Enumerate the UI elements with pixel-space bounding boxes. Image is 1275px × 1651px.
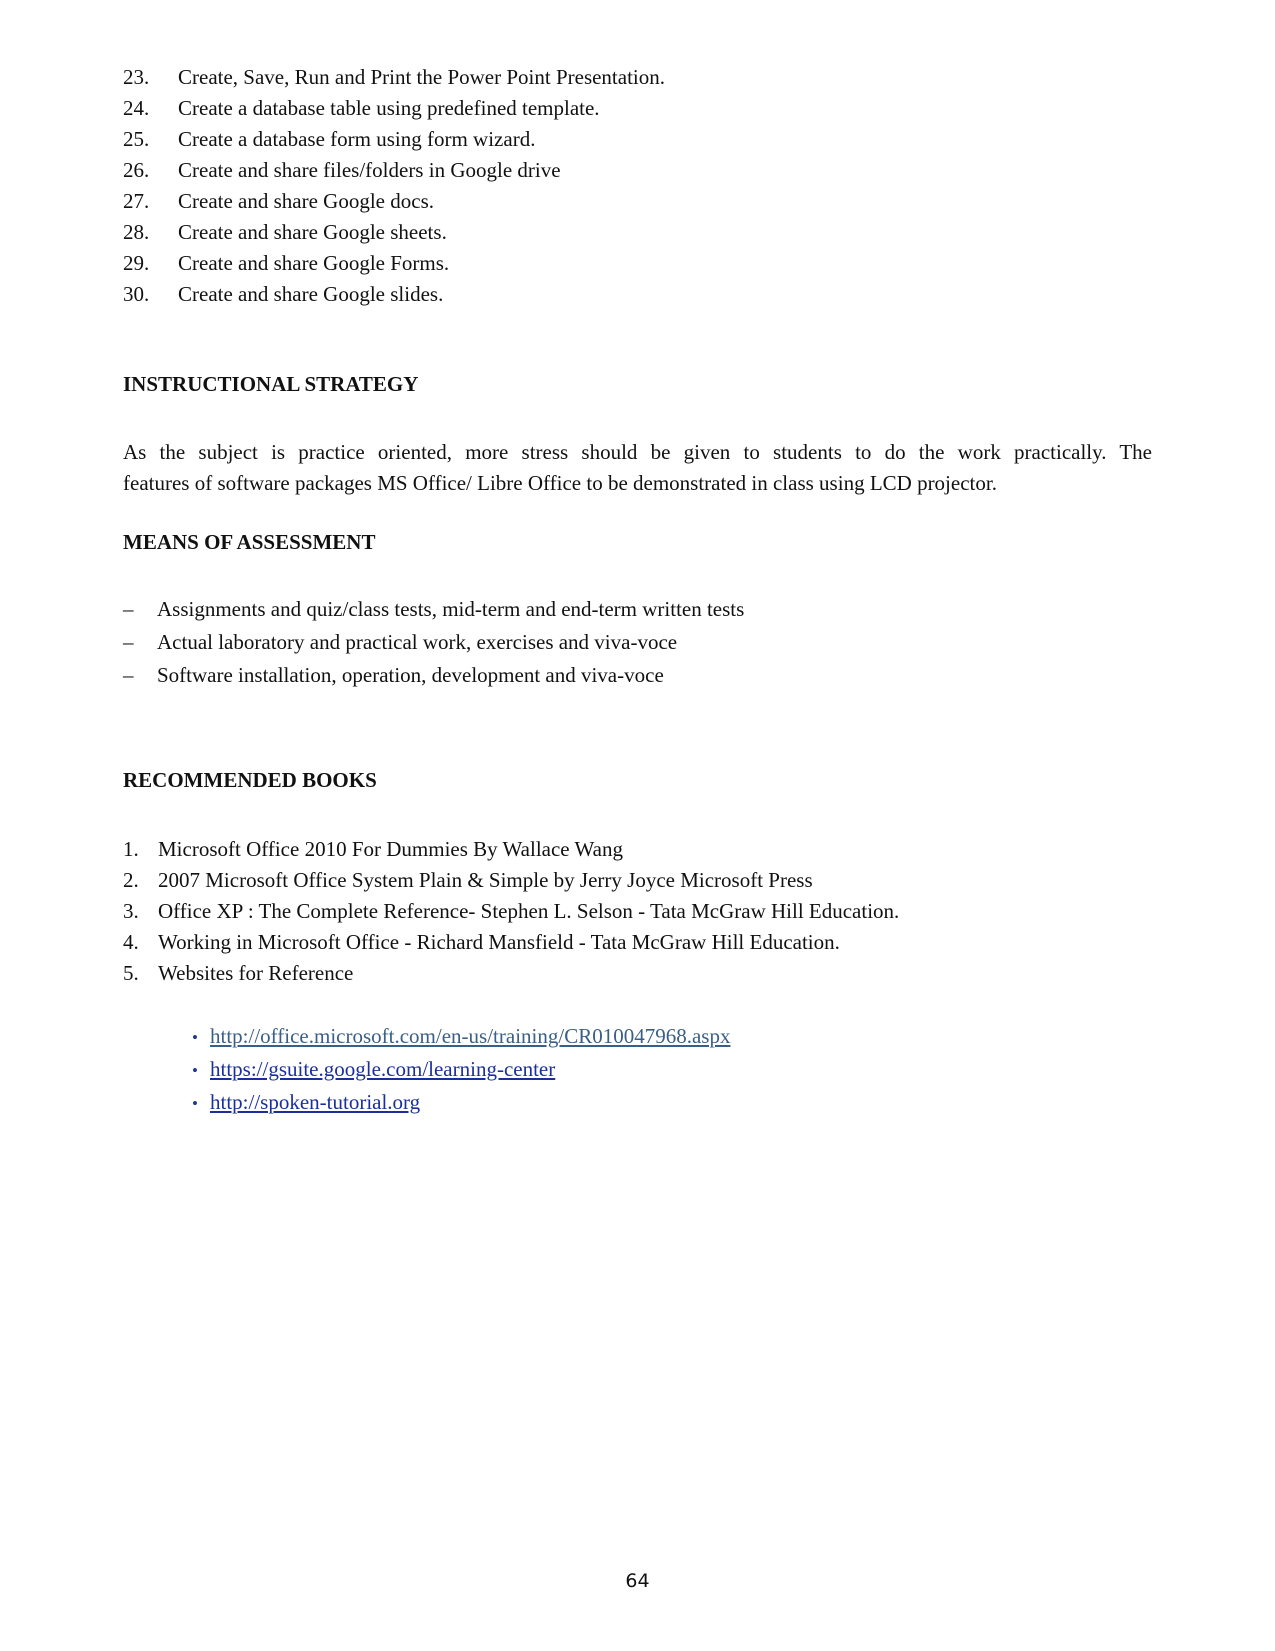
item-text: Create and share Google Forms.	[178, 251, 450, 275]
list-item	[123, 626, 744, 659]
item-number: 26.	[123, 158, 150, 182]
reference-links-list	[192, 1020, 730, 1119]
item-number: 24.	[123, 96, 150, 120]
list-item	[192, 1086, 730, 1119]
page-number: 64	[625, 1570, 650, 1592]
item-number: 5.	[123, 961, 139, 985]
paragraph-line: features of software packages MS Office/ Libre Office to be demonstrated in class using LCD projector.	[123, 471, 997, 495]
list-item	[123, 865, 899, 896]
list-item	[192, 1020, 730, 1053]
list-item	[123, 896, 899, 927]
item-text: Working in Microsoft Office - Richard Mansfield - Tata McGraw Hill Education.	[158, 930, 840, 954]
books-list	[123, 834, 899, 989]
item-number: 3.	[123, 899, 139, 923]
bullet-icon: •	[192, 1094, 198, 1113]
list-item	[123, 279, 665, 310]
item-text: 2007 Microsoft Office System Plain & Simple by Jerry Joyce Microsoft Press	[158, 868, 813, 892]
list-item	[123, 248, 665, 279]
list-item	[123, 62, 665, 93]
list-item	[123, 659, 744, 692]
item-text: Software installation, operation, development and viva-voce	[157, 663, 664, 687]
item-text: Create a database table using predefined template.	[178, 96, 600, 120]
item-number: 28.	[123, 220, 150, 244]
item-number: 2.	[123, 868, 139, 892]
list-item	[123, 958, 899, 989]
item-number: 29.	[123, 251, 150, 275]
item-number: 27.	[123, 189, 150, 213]
item-text: Office XP : The Complete Reference- Stephen L. Selson - Tata McGraw Hill Education.	[158, 899, 900, 923]
list-item	[123, 593, 744, 626]
item-number: 4.	[123, 930, 139, 954]
item-text: Create a database form using form wizard.	[178, 127, 536, 151]
list-item	[123, 834, 899, 865]
assessment-list	[123, 593, 744, 692]
item-text: Create and share Google docs.	[178, 189, 434, 213]
reference-link[interactable]: https://gsuite.google.com/learning-center	[210, 1057, 556, 1081]
list-item	[123, 217, 665, 248]
dash-marker: –	[123, 597, 134, 621]
bullet-icon: •	[192, 1061, 198, 1080]
item-number: 1.	[123, 837, 139, 861]
practicals-list	[123, 62, 665, 310]
item-text: Create, Save, Run and Print the Power Point Presentation.	[178, 65, 666, 89]
item-text: Assignments and quiz/class tests, mid-term and end-term written tests	[157, 597, 745, 621]
item-text: Create and share files/folders in Google drive	[178, 158, 561, 182]
dash-marker: –	[123, 630, 134, 654]
item-text: Actual laboratory and practical work, exercises and viva-voce	[157, 630, 678, 654]
list-item	[123, 124, 665, 155]
reference-link[interactable]: http://office.microsoft.com/en-us/training/CR010047968.aspx	[210, 1024, 731, 1048]
item-number: 30.	[123, 282, 150, 306]
paragraph-line: As the subject is practice oriented, more stress should be given to students to do the work practically. The	[123, 440, 1152, 464]
dash-marker: –	[123, 663, 134, 687]
item-text: Create and share Google slides.	[178, 282, 444, 306]
item-text: Create and share Google sheets.	[178, 220, 447, 244]
list-item	[123, 927, 899, 958]
list-item	[123, 186, 665, 217]
list-item	[192, 1053, 730, 1086]
bullet-icon: •	[192, 1028, 198, 1047]
instructional-strategy-paragraph	[123, 437, 1152, 499]
item-number: 23.	[123, 65, 150, 89]
recommended-books-heading: RECOMMENDED BOOKS	[123, 768, 377, 792]
item-number: 25.	[123, 127, 150, 151]
means-of-assessment-heading: MEANS OF ASSESSMENT	[123, 530, 376, 554]
item-text: Microsoft Office 2010 For Dummies By Wallace Wang	[158, 837, 623, 861]
list-item	[123, 155, 665, 186]
reference-link[interactable]: http://spoken-tutorial.org	[210, 1090, 421, 1114]
instructional-strategy-heading: INSTRUCTIONAL STRATEGY	[123, 372, 419, 396]
list-item	[123, 93, 665, 124]
item-text: Websites for Reference	[158, 961, 354, 985]
